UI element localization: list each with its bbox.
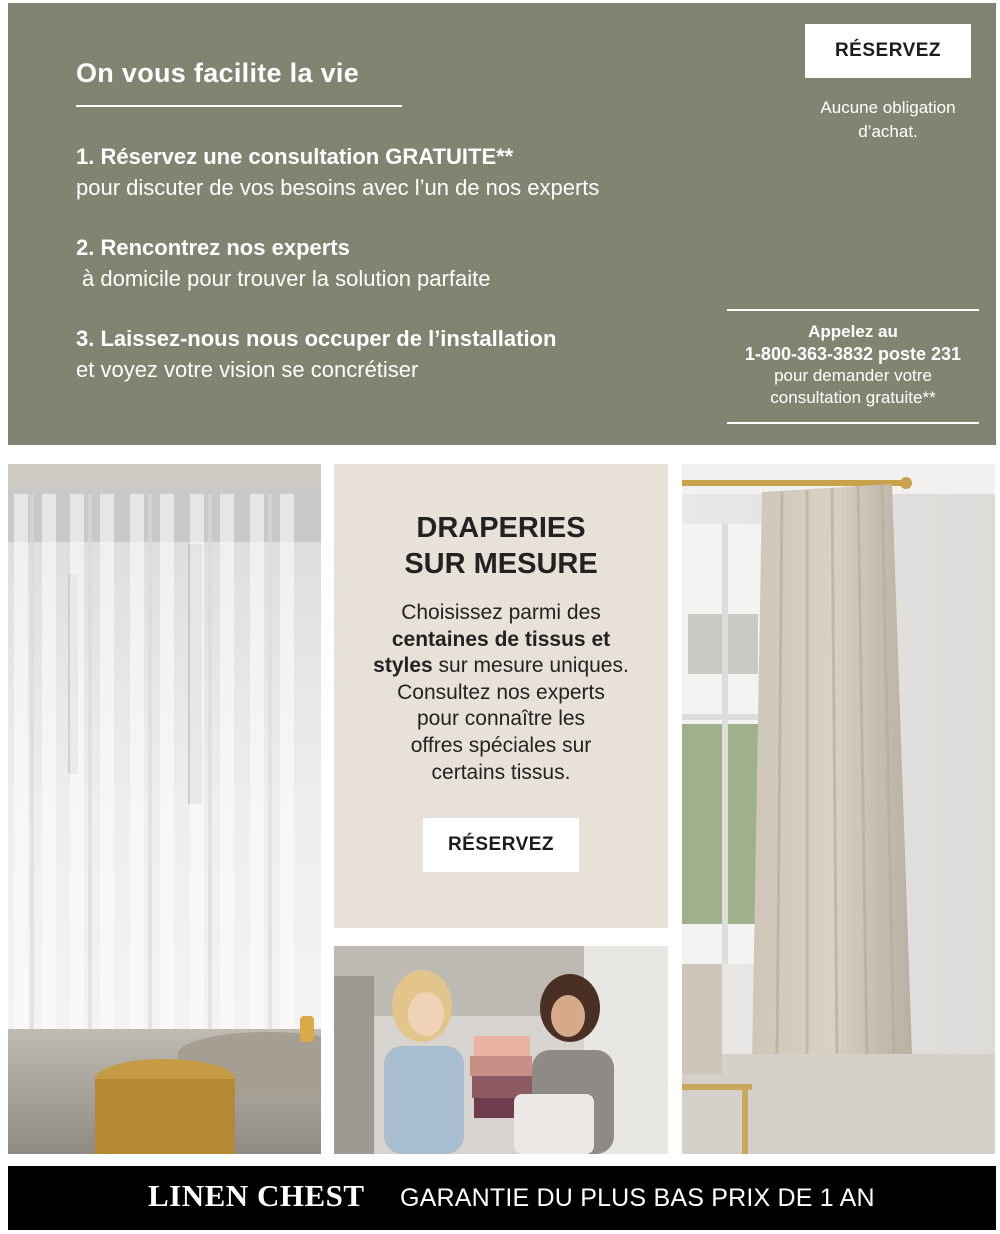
call-label: Appelez au — [808, 322, 898, 341]
step-3 — [76, 323, 556, 385]
promo-title-line-2: SUR MESURE — [404, 548, 598, 580]
promo-line-3-bold: styles — [373, 654, 433, 678]
linen-drapes-photo — [682, 464, 995, 1154]
sheer-curtains-photo — [8, 464, 321, 1154]
promo-line-3-rest: sur mesure uniques. — [432, 654, 629, 678]
promo-line-6: offres spéciales sur — [410, 733, 592, 757]
promo-line-7: certains tissus. — [431, 760, 571, 784]
call-info — [720, 321, 986, 409]
promo-title-line-1: DRAPERIES — [416, 512, 586, 544]
no-obligation-line-1: Aucune obligation — [820, 98, 956, 117]
step-1 — [76, 141, 599, 203]
reserve-button-top[interactable]: RÉSERVEZ — [805, 24, 971, 78]
promo-line-2: centaines de tissus et — [391, 627, 611, 651]
promo-line-4: Consultez nos experts — [397, 680, 605, 704]
call-divider-top — [727, 309, 979, 311]
custom-draperies-card — [334, 464, 668, 928]
step-2-heading: 2. Rencontrez nos experts — [76, 235, 350, 260]
call-line-4: consultation gratuite** — [770, 388, 936, 407]
call-line-3: pour demander votre — [774, 366, 932, 385]
price-guarantee-tagline: GARANTIE DU PLUS BAS PRIX DE 1 AN — [400, 1184, 875, 1212]
call-divider-bottom — [727, 422, 979, 424]
reserve-button-promo[interactable]: RÉSERVEZ — [423, 818, 579, 872]
no-obligation-line-2: d’achat. — [858, 122, 918, 141]
promo-description — [348, 600, 654, 786]
promo-title — [334, 510, 668, 582]
no-obligation-note — [798, 96, 978, 144]
step-1-heading: 1. Réservez une consultation GRATUITE** — [76, 144, 514, 169]
step-2 — [76, 232, 490, 294]
consultation-banner — [8, 3, 996, 445]
title-underline — [76, 105, 402, 107]
banner-title: On vous facilite la vie — [76, 58, 360, 88]
phone-number-link[interactable]: 1-800-363-3832 poste 231 — [744, 344, 962, 364]
promo-line-1: Choisissez parmi des — [401, 601, 601, 624]
step-3-heading: 3. Laissez-nous nous occuper de l’installation — [76, 326, 557, 351]
footer-bar — [8, 1166, 996, 1230]
consultation-photo — [334, 946, 668, 1154]
linen-chest-logo[interactable]: LINEN CHEST — [148, 1178, 365, 1213]
step-2-text: à domicile pour trouver la solution parfaite — [82, 266, 491, 291]
step-3-text: et voyez votre vision se concrétiser — [76, 357, 419, 382]
promo-line-5: pour connaître les — [416, 707, 586, 731]
step-1-text: pour discuter de vos besoins avec l’un de nos experts — [76, 175, 600, 200]
